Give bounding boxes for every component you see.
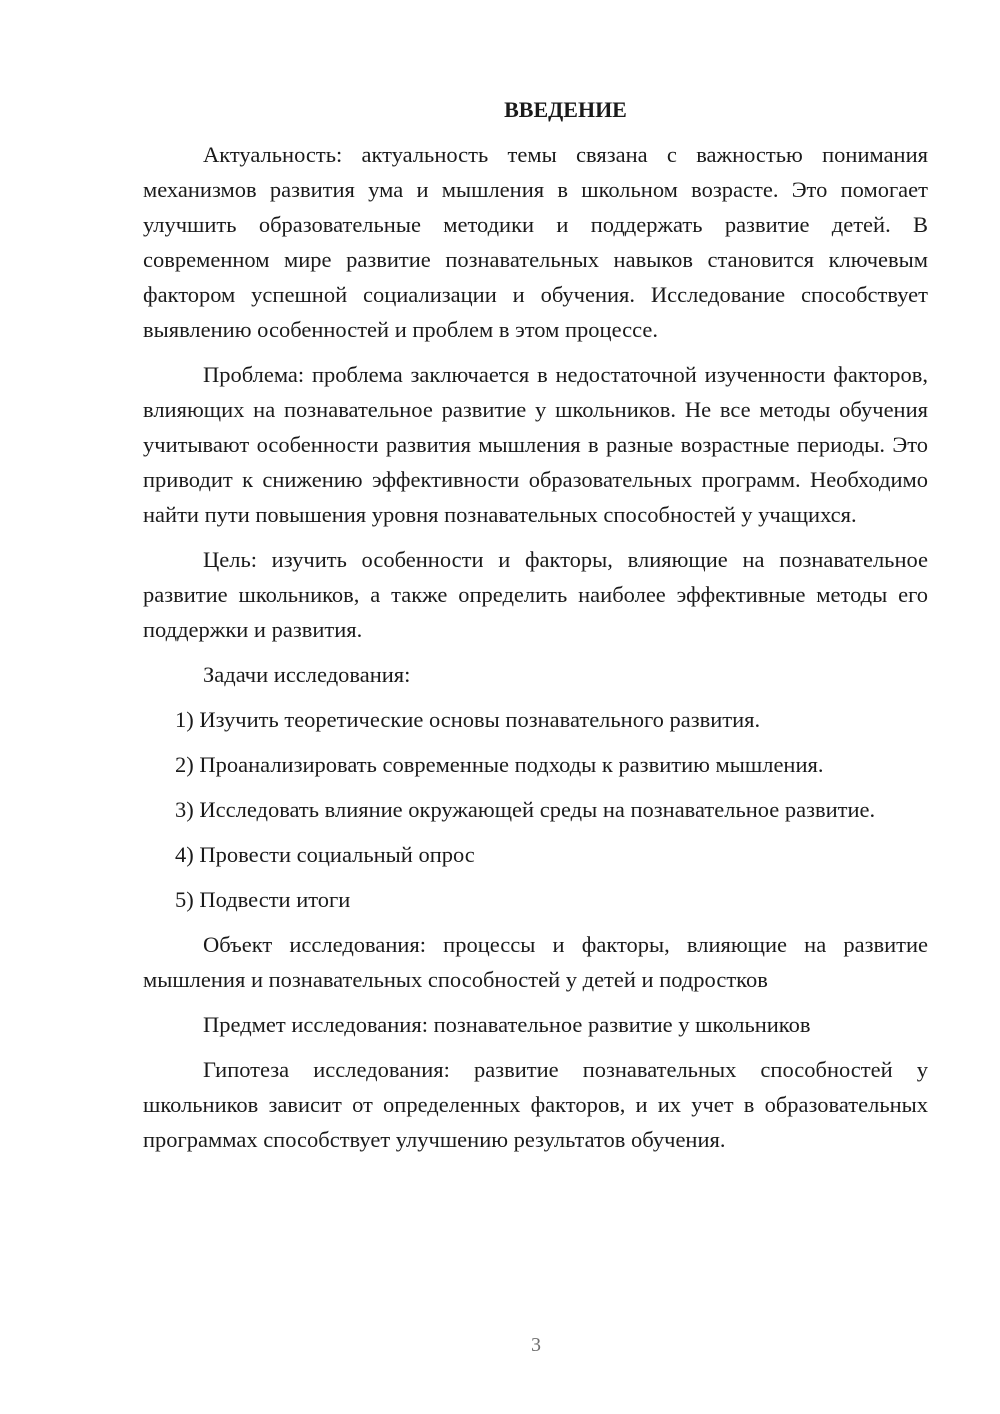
section-heading: ВВЕДЕНИЕ — [504, 97, 627, 122]
page-number: 3 — [531, 1334, 541, 1356]
subject-paragraph: Предмет исследования: познавательное развитие у школьников — [203, 1012, 811, 1037]
task-item-1: 1) Изучить теоретические основы познавательного развития. — [175, 707, 761, 732]
goal-paragraph: Цель: изучить особенности и факторы, влияющие на познавательное развитие школьников, а также определить наиболее эффективные методы его поддержки и развития. — [143, 547, 928, 642]
tasks-title: Задачи исследования: — [203, 662, 411, 687]
task-item-2: 2) Проанализировать современные подходы к развитию мышления. — [175, 752, 824, 777]
problem-paragraph: Проблема: проблема заключается в недостаточной изученности факторов, влияющих на познавательное развитие у школьников. Не все методы обучения учитывают особенности развития мышления в разные возрастные периоды. Это приводит к снижению эффективности образовательных программ. Необходимо найти пути повышения уровня познавательных способностей у учащихся. — [143, 362, 928, 527]
hypothesis-paragraph: Гипотеза исследования: развитие познавательных способностей у школьников зависит от определенных факторов, и их учет в образовательных программах способствует улучшению результатов обучения. — [143, 1057, 928, 1152]
document-page — [143, 92, 928, 1167]
task-item-5: 5) Подвести итоги — [175, 887, 351, 912]
task-item-3: 3) Исследовать влияние окружающей среды на познавательное развитие. — [175, 797, 876, 822]
relevance-paragraph: Актуальность: актуальность темы связана с важностью понимания механизмов развития ума и мышления в школьном возрасте. Это помогает улучшить образовательные методики и поддержать развитие детей. В современном мире развитие познавательных навыков становится ключевым фактором успешной социализации и обучения. Исследование способствует выявлению особенностей и проблем в этом процессе. — [143, 142, 928, 342]
task-item-4: 4) Провести социальный опрос — [175, 842, 475, 867]
object-paragraph: Объект исследования: процессы и факторы, влияющие на развитие мышления и познавательных способностей у детей и подростков — [143, 932, 928, 992]
